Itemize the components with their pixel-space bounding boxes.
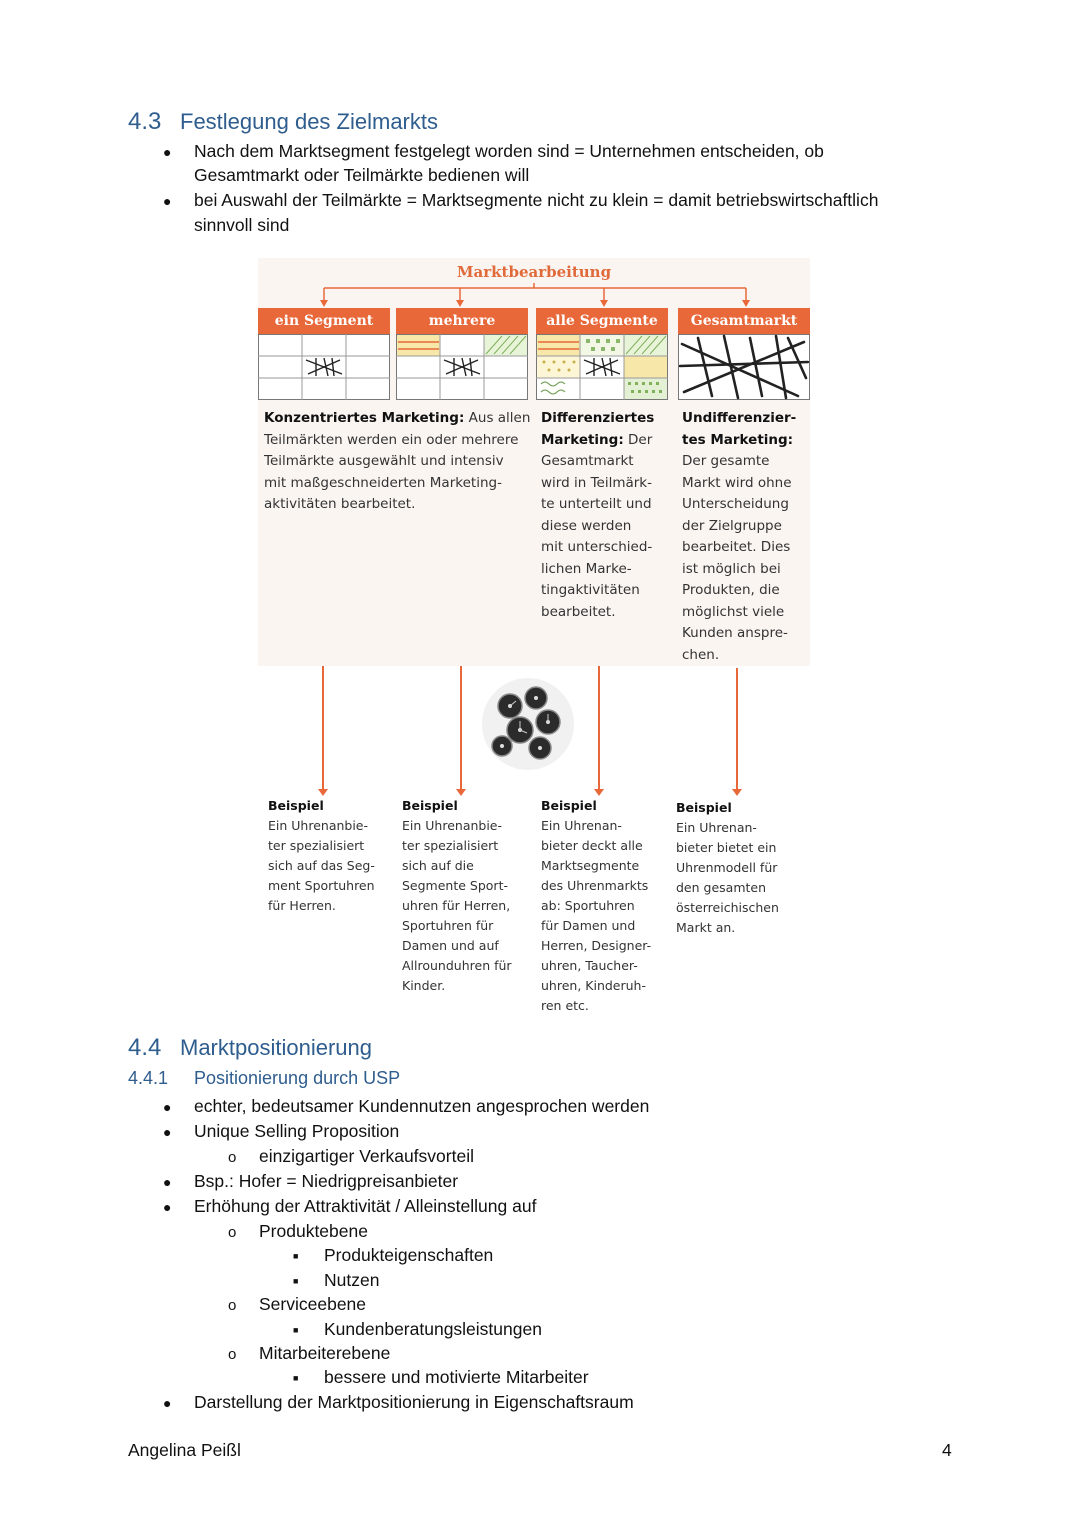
bullet-dot-icon: ● xyxy=(163,144,172,160)
page-number: 4 xyxy=(942,1440,952,1460)
list-item-level2: o einzigartiger Verkaufsvorteil xyxy=(228,1144,474,1170)
list-item: ● Nach dem Marktsegment festgelegt worden sind = Unternehmen entscheiden, ob xyxy=(163,139,824,165)
segment-one-grid-icon xyxy=(258,334,390,400)
section-number: 4.4 xyxy=(128,1034,162,1061)
subsection-heading-4-4-1 xyxy=(128,1068,400,1089)
section-number: 4.3 xyxy=(128,108,162,135)
list-item: ● echter, bedeutsamer Kundennutzen angesprochen werden xyxy=(163,1094,649,1120)
differentiated-marketing-text: Differenziertes Marketing: Der Gesamtmarkt wird in Teilmärk- te unterteilt und diese werden mit unterschied- lichen Marke- tingaktivitäten bearbeitet. xyxy=(541,410,655,620)
segment-label: alle Segmente xyxy=(536,308,668,334)
list-item-level3: ■ Kundenberatungsleistungen xyxy=(293,1317,542,1343)
list-item-level2: o Produktebene xyxy=(228,1219,368,1245)
example-several-segments: Beispiel Ein Uhrenanbie- ter spezialisiert sich auf die Segmente Sport- uhren für Herren, Sportuhren für Damen und auf Allrounduhren für Kinder. xyxy=(402,798,512,993)
market-coverage-figure xyxy=(258,258,816,1018)
bullet-square-icon: ■ xyxy=(293,1373,299,1383)
list-item-level3: ■ Nutzen xyxy=(293,1268,379,1294)
bullet-dot-icon: ● xyxy=(163,1099,172,1115)
bullet-dot-icon: ● xyxy=(163,1124,172,1140)
footer-author: Angelina Peißl xyxy=(128,1440,241,1460)
figure-title: Marktbearbeitung xyxy=(456,263,612,281)
section-heading-4-4 xyxy=(128,1034,372,1062)
list-item-continuation: Gesamtmarkt oder Teilmärkte bedienen will xyxy=(194,165,530,185)
segment-several xyxy=(396,308,528,400)
bullet-dot-icon: ● xyxy=(163,1174,172,1190)
list-item-level2: o Serviceebene xyxy=(228,1292,366,1318)
subsection-title: Positionierung durch USP xyxy=(194,1068,401,1088)
segment-label: ein Segment xyxy=(258,308,390,334)
subsection-number: 4.4.1 xyxy=(128,1068,169,1088)
total-market-crosshatch-icon xyxy=(678,334,810,400)
segment-label: mehrere xyxy=(396,308,528,334)
bullet-circle-icon: o xyxy=(228,1297,237,1314)
section-title: Marktpositionierung xyxy=(180,1035,372,1060)
bullet-square-icon: ■ xyxy=(293,1251,299,1261)
bullet-circle-icon: o xyxy=(228,1149,237,1166)
segment-all xyxy=(536,308,668,400)
example-one-segment: Beispiel Ein Uhrenanbie- ter spezialisiert sich auf das Seg- ment Sportuhren für Herren. xyxy=(268,798,375,913)
list-item-level3: ■ Produkteigenschaften xyxy=(293,1243,493,1269)
down-arrow-icon xyxy=(598,666,600,790)
example-total-market: Beispiel Ein Uhrenan- bieter bietet ein Uhrenmodell für den gesamten österreichischen Markt an. xyxy=(676,800,779,935)
down-arrow-icon xyxy=(322,666,324,790)
down-arrow-icon xyxy=(460,666,462,790)
segment-several-grid-icon xyxy=(396,334,528,400)
undifferentiated-marketing-text: Undifferenzier- tes Marketing: Der gesamte Markt wird ohne Unterscheidung der Zielgruppe bearbeitet. Dies ist möglich bei Produkten, die möglichst viele Kunden anspre- chen. xyxy=(682,410,797,663)
list-item-continuation: sinnvoll sind xyxy=(194,215,290,235)
segment-label: Gesamtmarkt xyxy=(678,308,810,334)
list-item: ● Unique Selling Proposition xyxy=(163,1119,399,1145)
list-item-level2: o Mitarbeiterebene xyxy=(228,1341,390,1367)
wristwatches-photo-icon xyxy=(480,676,576,772)
segment-total-market xyxy=(678,308,810,400)
down-arrow-icon xyxy=(736,668,738,790)
bullet-dot-icon: ● xyxy=(163,1395,172,1411)
bullet-dot-icon: ● xyxy=(163,1199,172,1215)
bullet-circle-icon: o xyxy=(228,1224,237,1241)
bullet-dot-icon: ● xyxy=(163,193,172,209)
list-item-level3: ■ bessere und motivierte Mitarbeiter xyxy=(293,1365,589,1391)
bullet-square-icon: ■ xyxy=(293,1325,299,1335)
list-item: ● Bsp.: Hofer = Niedrigpreisanbieter xyxy=(163,1169,458,1195)
section-title: Festlegung des Zielmarkts xyxy=(180,109,438,134)
list-item: ● bei Auswahl der Teilmärkte = Marktsegmente nicht zu klein = damit betriebswirtschaftlich xyxy=(163,188,878,214)
segment-one xyxy=(258,308,390,400)
bullet-circle-icon: o xyxy=(228,1346,237,1363)
concentrated-marketing-text: Konzentriertes Marketing: Aus allen Teilmärkten werden ein oder mehrere Teilmärkte ausgewählt und intensiv mit maßgeschneiderten Marketing- aktivitäten bearbeitet. xyxy=(264,410,531,512)
bullet-square-icon: ■ xyxy=(293,1276,299,1286)
list-item: ● Erhöhung der Attraktivität / Alleinstellung auf xyxy=(163,1194,536,1220)
segment-all-grid-icon xyxy=(536,334,668,400)
list-item: ● Darstellung der Marktpositionierung in Eigenschaftsraum xyxy=(163,1390,634,1416)
section-heading-4-3 xyxy=(128,108,438,136)
example-all-segments: Beispiel Ein Uhrenan- bieter deckt alle Marktsegmente des Uhrenmarkts ab: Sportuhren für Damen und Herren, Designer- uhren, Taucher- uhren, Kinderuh- ren etc. xyxy=(541,798,652,1013)
